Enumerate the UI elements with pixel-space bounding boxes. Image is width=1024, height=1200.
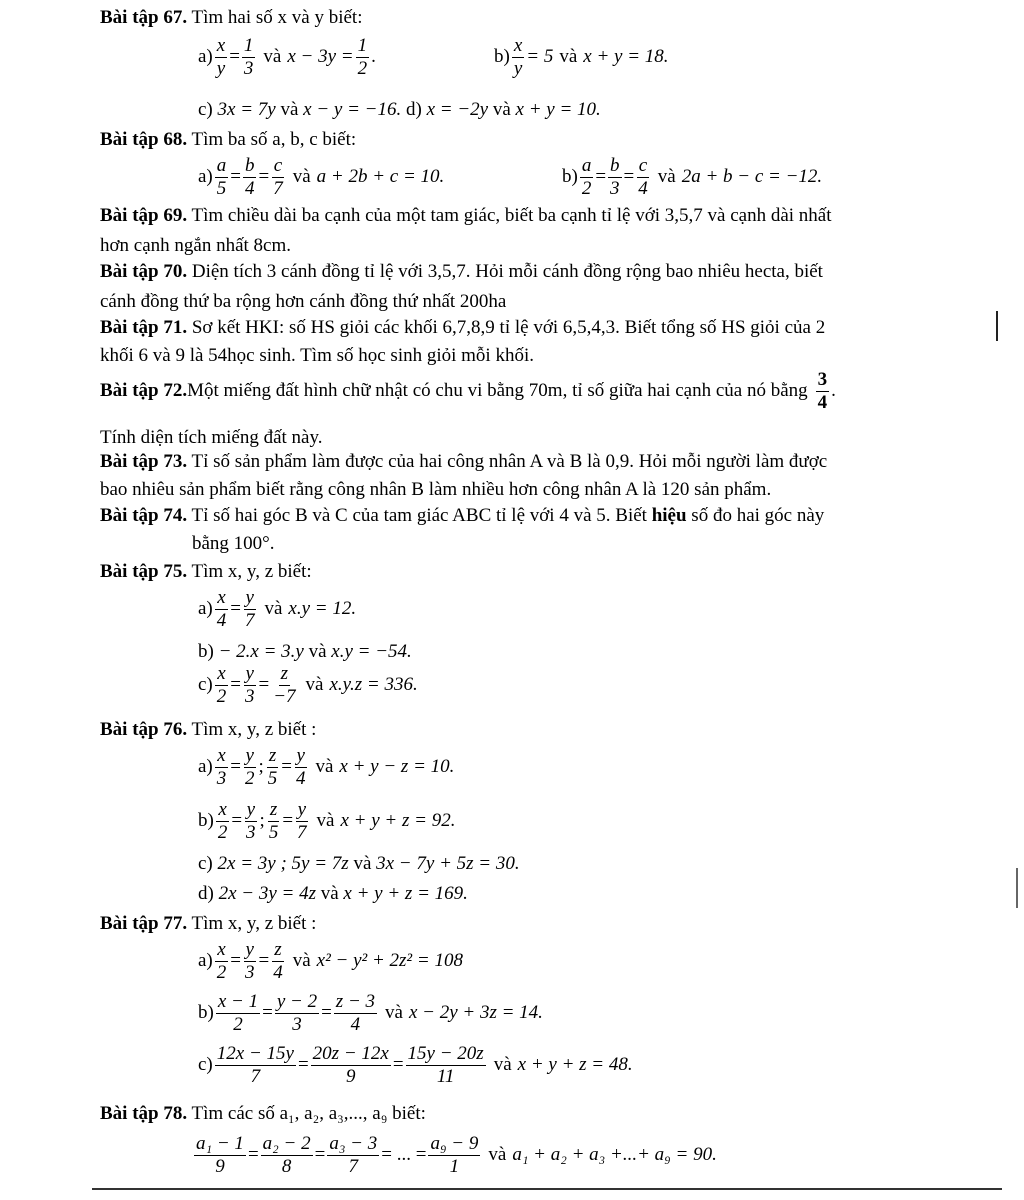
ex77-c: c) $\frac{12x - 15y}{7}$ = $\frac{20z - 12x}{9}$ = $\frac{15y - 20z}{11}$ và x + y + z = 48. <box>198 1043 633 1087</box>
exercise-67 <box>100 8 363 27</box>
margin-mark <box>1016 868 1018 908</box>
exercise-70: Bài tập 70. Diện tích 3 cánh đồng tỉ lệ với 3,5,7. Hỏi mỗi cánh đồng rộng bao nhiêu hecta, biết <box>100 261 823 282</box>
ex75-c: c) $\frac{x}{2}$ = $\frac{y}{3}$ = $\frac{z}{-7}$ và x.y.z = 336. <box>198 663 418 707</box>
ex67-c-d: c) 3x = 7y và x − y = −16. d) x = −2y và x + y = 10. <box>198 99 601 120</box>
exercise-75: Bài tập 75. Tìm x, y, z biết: <box>100 561 312 582</box>
ex67-a: a) $\frac{x}{y}$ = $\frac{1}{3}$ và x − 3y = $\frac{1}{2}$ . <box>198 35 376 79</box>
exercise-73: Bài tập 73. Tỉ số sản phẩm làm được của hai công nhân A và B là 0,9. Hỏi mỗi người làm được <box>100 451 828 472</box>
exercise-76: Bài tập 76. Tìm x, y, z biết : <box>100 719 317 740</box>
ex75-b: b) − 2.x = 3.y và x.y = −54. <box>198 641 412 662</box>
exercise-text: Tìm hai số x và y biết: <box>187 7 363 28</box>
exercise-title: Bài tập 67. <box>100 7 188 28</box>
ex67-b: b) $\frac{x}{y}$ = 5 và x + y = 18. <box>494 35 669 79</box>
ex68-b: b) $\frac{a}{2}$ = $\frac{b}{3}$ = $\frac{c}{4}$ và 2a + b − c = −12. <box>562 155 823 199</box>
ex76-b: b) $\frac{x}{2}$ = $\frac{y}{3}$ ; $\frac{z}{5}$ = $\frac{y}{7}$ và x + y + z = 92. <box>198 799 456 843</box>
exercise-73-line2: bao nhiêu sản phẩm biết rằng công nhân B làm nhiều hơn công nhân A là 120 sản phẩm. <box>100 479 772 500</box>
ex77-a: a) $\frac{x}{2}$ = $\frac{y}{3}$ = $\frac{z}{4}$ và x² − y² + 2z² = 108 <box>198 939 463 983</box>
exercise-69: Bài tập 69. Tìm chiều dài ba cạnh của một tam giác, biết ba cạnh tỉ lệ với 3,5,7 và cạnh dài nhất <box>100 205 832 226</box>
exercise-74: Bài tập 74. Tỉ số hai góc B và C của tam giác ABC tỉ lệ với 4 và 5. Biết hiệu số đo hai góc này <box>100 505 825 526</box>
exercise-77: Bài tập 77. Tìm x, y, z biết : <box>100 913 317 934</box>
exercise-70-line2: cánh đồng thứ ba rộng hơn cánh đồng thứ nhất 200ha <box>100 291 507 312</box>
ex77-b: b) $\frac{x - 1}{2}$ = $\frac{y - 2}{3}$ = $\frac{z - 3}{4}$ và x − 2y + 3z = 14. <box>198 991 543 1035</box>
ex78-equation: $\frac{\text{a₁ − 1}}{9}$ = $\frac{\text{a₂ − 2}}{8}$ = $\frac{\text{a₃ − 3}}{7}$ = ... = $\frac{\text{a₉ − 9}}{1}$ và a₁ + a₂ + a₃ +...+ a₉ = 90. <box>196 1133 717 1177</box>
exercise-72: Bài tập 72. Một miếng đất hình chữ nhật có chu vi bằng 70m, tỉ số giữa hai cạnh của nó bằng $\frac{3}{4}$ . <box>100 369 836 413</box>
exercise-71: Bài tập 71. Sơ kết HKI: số HS giỏi các khối 6,7,8,9 tỉ lệ với 6,5,4,3. Biết tổng số HS giỏi của 2 <box>100 317 826 338</box>
margin-bar <box>996 311 998 341</box>
ex76-d: d) 2x − 3y = 4z và x + y + z = 169. <box>198 883 468 904</box>
exercise-68: Bài tập 68. Tìm ba số a, b, c biết: <box>100 129 357 150</box>
exercise-74-line2: bằng 100°. <box>192 533 275 554</box>
exercise-78: Bài tập 78. Tìm các số a₁, a₂, a₃,..., a₉ biết: <box>100 1103 426 1124</box>
ex75-a: a) $\frac{x}{4}$ = $\frac{y}{7}$ và x.y = 12. <box>198 587 357 631</box>
ex76-c: c) 2x = 3y ; 5y = 7z và 3x − 7y + 5z = 30. <box>198 853 520 874</box>
bottom-rule <box>92 1188 1002 1190</box>
exercise-72-line2: Tính diện tích miếng đất này. <box>100 427 323 448</box>
exercise-69-line2: hơn cạnh ngắn nhất 8cm. <box>100 235 292 256</box>
ex68-a: a) $\frac{a}{5}$ = $\frac{b}{4}$ = $\frac{c}{7}$ và a + 2b + c = 10. <box>198 155 445 199</box>
exercise-71-line2: khối 6 và 9 là 54học sinh. Tìm số học sinh giỏi mỗi khối. <box>100 345 534 366</box>
ex76-a: a) $\frac{x}{3}$ = $\frac{y}{2}$ ; $\frac{z}{5}$ = $\frac{y}{4}$ và x + y − z = 10. <box>198 745 455 789</box>
